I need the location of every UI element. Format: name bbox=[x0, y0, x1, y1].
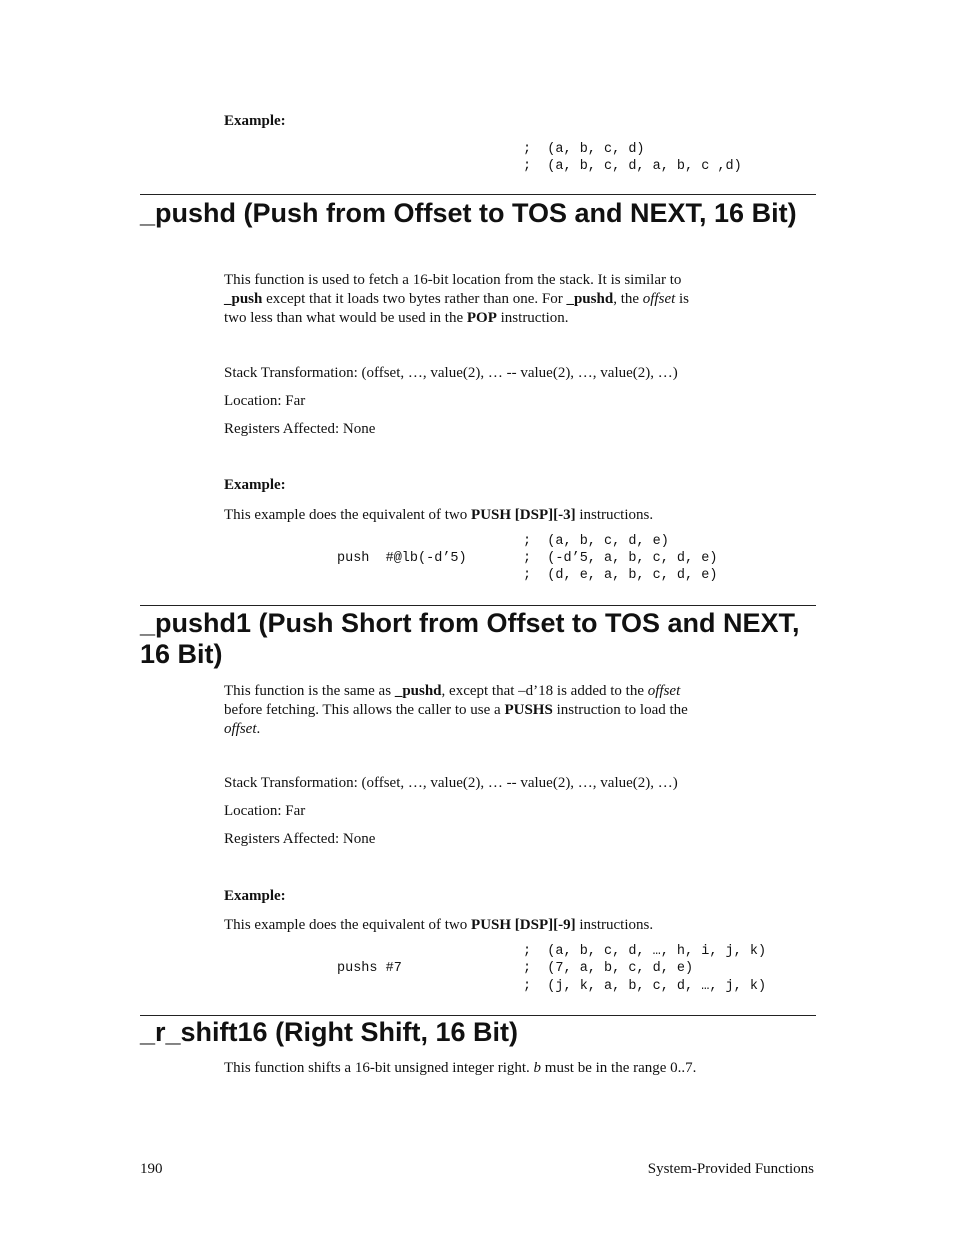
stack-transformation: Stack Transformation: (offset, …, value(2), … -- value(2), …, value(2), …) bbox=[224, 365, 678, 381]
description-text: This function is used to fetch a 16-bit location from the stack. It is similar to bbox=[224, 272, 682, 288]
param-ref: offset bbox=[642, 291, 676, 307]
registers-affected: Registers Affected: None bbox=[224, 421, 376, 437]
instruction-ref: PUSH [DSP][-3] bbox=[471, 507, 576, 523]
function-ref: _pushd bbox=[394, 683, 442, 699]
code-comment: ; (a, b, c, d, e) bbox=[523, 534, 669, 549]
description-text: instruction to load the bbox=[552, 702, 688, 718]
section-divider bbox=[140, 605, 816, 606]
code-comment: ; (a, b, c, d) bbox=[523, 142, 645, 157]
description-text: before fetching. This allows the caller to use a bbox=[224, 702, 505, 718]
page-number: 190 bbox=[140, 1161, 163, 1177]
param-ref: offset bbox=[224, 721, 257, 737]
pushd1-description bbox=[224, 682, 816, 739]
function-ref: _push bbox=[224, 291, 263, 307]
code-comment: ; (a, b, c, d, …, h, i, j, k) bbox=[523, 944, 767, 959]
example-text: This example does the equivalent of two bbox=[224, 507, 472, 523]
footer-section-title: System-Provided Functions bbox=[647, 1161, 814, 1177]
code-instruction: pushs #7 bbox=[337, 961, 402, 976]
registers-affected: Registers Affected: None bbox=[224, 831, 376, 847]
description-text: is bbox=[675, 291, 690, 307]
description-text: must be in the range 0..7. bbox=[541, 1060, 697, 1076]
section-heading-pushd1: _pushd1 (Push Short from Offset to TOS and NEXT, 16 Bit) bbox=[140, 608, 800, 669]
code-comment: ; (-d’5, a, b, c, d, e) bbox=[523, 551, 718, 566]
code-comment: ; (j, k, a, b, c, d, …, j, k) bbox=[523, 979, 767, 994]
example-description bbox=[224, 506, 653, 525]
param-ref: offset bbox=[647, 683, 681, 699]
example-text: instructions. bbox=[575, 507, 654, 523]
description-text: This function is the same as bbox=[224, 683, 395, 699]
example-text: instructions. bbox=[575, 917, 654, 933]
description-text: instruction. bbox=[496, 310, 569, 326]
description-text: except that it loads two bytes rather than one. For bbox=[262, 291, 567, 307]
section-heading-r-shift16: _r_shift16 (Right Shift, 16 Bit) bbox=[140, 1017, 519, 1047]
example-description bbox=[224, 916, 653, 935]
section-heading-pushd: _pushd (Push from Offset to TOS and NEXT, 16 Bit) bbox=[140, 198, 797, 228]
description-text: , the bbox=[613, 291, 643, 307]
description-text: two less than what would be used in the bbox=[224, 310, 467, 326]
section-divider bbox=[140, 1015, 816, 1016]
instruction-ref: POP bbox=[466, 310, 497, 326]
instruction-ref: PUSH [DSP][-9] bbox=[471, 917, 576, 933]
location: Location: Far bbox=[224, 393, 306, 409]
stack-transformation: Stack Transformation: (offset, …, value(2), … -- value(2), …, value(2), …) bbox=[224, 775, 678, 791]
description-text: . bbox=[256, 721, 261, 737]
example-text: This example does the equivalent of two bbox=[224, 917, 472, 933]
description-text: This function shifts a 16-bit unsigned integer right. bbox=[224, 1060, 534, 1076]
pushd-description bbox=[224, 271, 816, 328]
param-ref: b bbox=[533, 1060, 542, 1076]
example-label: Example: bbox=[224, 477, 286, 493]
example-label: Example: bbox=[224, 113, 286, 129]
code-comment: ; (d, e, a, b, c, d, e) bbox=[523, 568, 718, 583]
code-instruction: push #@lb(-d’5) bbox=[337, 551, 467, 566]
instruction-ref: PUSHS bbox=[504, 702, 553, 718]
example-label: Example: bbox=[224, 888, 286, 904]
code-comment: ; (a, b, c, d, a, b, c ,d) bbox=[523, 159, 742, 174]
description-text: , except that –d’18 is added to the bbox=[441, 683, 648, 699]
function-ref: _pushd bbox=[566, 291, 614, 307]
code-comment: ; (7, a, b, c, d, e) bbox=[523, 961, 694, 976]
location: Location: Far bbox=[224, 803, 306, 819]
section-divider bbox=[140, 194, 816, 195]
r-shift16-description bbox=[224, 1059, 816, 1078]
